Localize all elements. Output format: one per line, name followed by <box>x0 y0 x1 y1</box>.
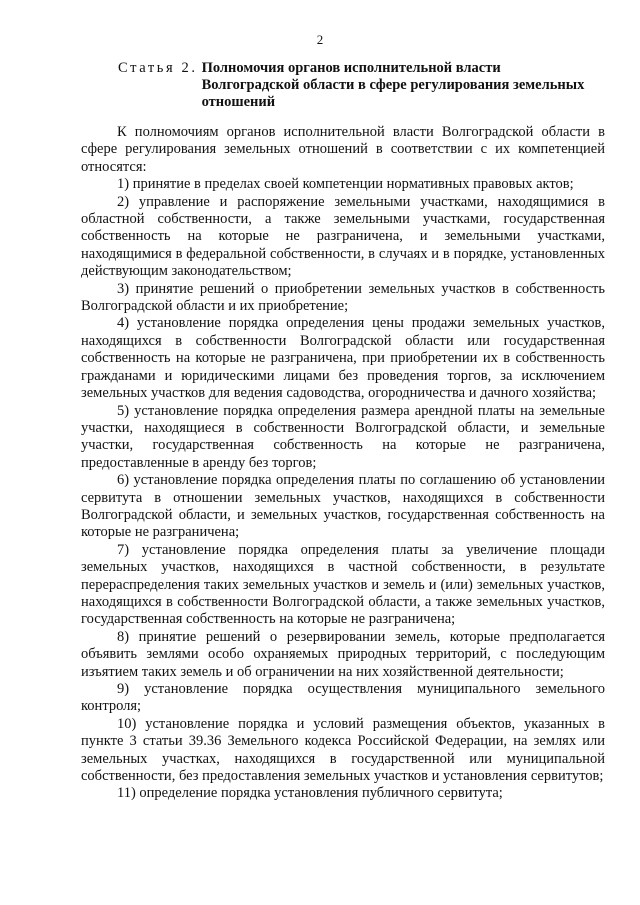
item-2: 2) управление и распоряжение земельными участками, находящимися в областной собственности, а также земельными участками, государственная собственность на которые не разграничена, и земельными участками, находящимися в федеральной собственности, в случаях и в порядке, установленных действующим законодательством; <box>81 193 605 280</box>
item-8: 8) принятие решений о резервировании земель, которые предполагается объявить землями особо охраняемых природных территорий, с последующим изъятием таких земель и об ограничении на них хозяйственной деятельности; <box>81 628 605 680</box>
item-5: 5) установление порядка определения размера арендной платы на земельные участки, находящиеся в собственности Волгоградской области, и земельные участки, государственная собственность на которые не разграничена, предоставленные в аренду без торгов; <box>81 402 605 471</box>
item-10: 10) установление порядка и условий размещения объектов, указанных в пункте 3 статьи 39.36 Земельного кодекса Российской Федерации, на землях или земельных участках, находящихся в государственной или муниципальной собственности, без предоставления земельных участков и установления сервитутов; <box>81 715 605 785</box>
article-body <box>81 124 605 803</box>
item-11: 11) определение порядка установления публичного сервитута; <box>117 785 503 802</box>
article-heading <box>118 60 608 111</box>
page-number: 2 <box>316 32 324 47</box>
item-6: 6) установление порядка определения платы по соглашению об установлении сервитута в отношении земельных участков, находящихся в собственности Волгоградской области, и земельных участков, государственная собственность на которые не разграничена; <box>81 472 605 541</box>
item-4: 4) установление порядка определения цены продажи земельных участков, находящихся в собственности Волгоградской области или государственная собственность на которые не разграничена, при приобретении их в собственность гражданами и юридическими лицами без проведения торгов, за исключением земельных участков для ведения садоводства, огородничества и дачного хозяйства; <box>81 315 605 402</box>
item-9: 9) установление порядка осуществления муниципального земельного контроля; <box>81 681 605 715</box>
intro-paragraph: К полномочиям органов исполнительной власти Волгоградской области в сфере регулирования земельных отношений в соответствии с их компетенцией относятся: <box>81 124 605 175</box>
item-7: 7) установление порядка определения платы за увеличение площади земельных участков, находящихся в частной собственности, в результате перераспределения таких земельных участков и земель и (или) земельных участков, находящихся в собственности Волгоградской области, а также земельных участков, государственная собственность на которые не разграничена; <box>81 541 605 628</box>
article-title: Полномочия органов исполнительной власти Волгоградской области в сфере регулирования земельных отношений <box>201 60 585 110</box>
item-3: 3) принятие решений о приобретении земельных участков в собственность Волгоградской области и их приобретение; <box>81 280 605 315</box>
item-1: 1) принятие в пределах своей компетенции нормативных правовых актов; <box>117 176 574 193</box>
article-label: Статья 2. <box>118 60 198 76</box>
